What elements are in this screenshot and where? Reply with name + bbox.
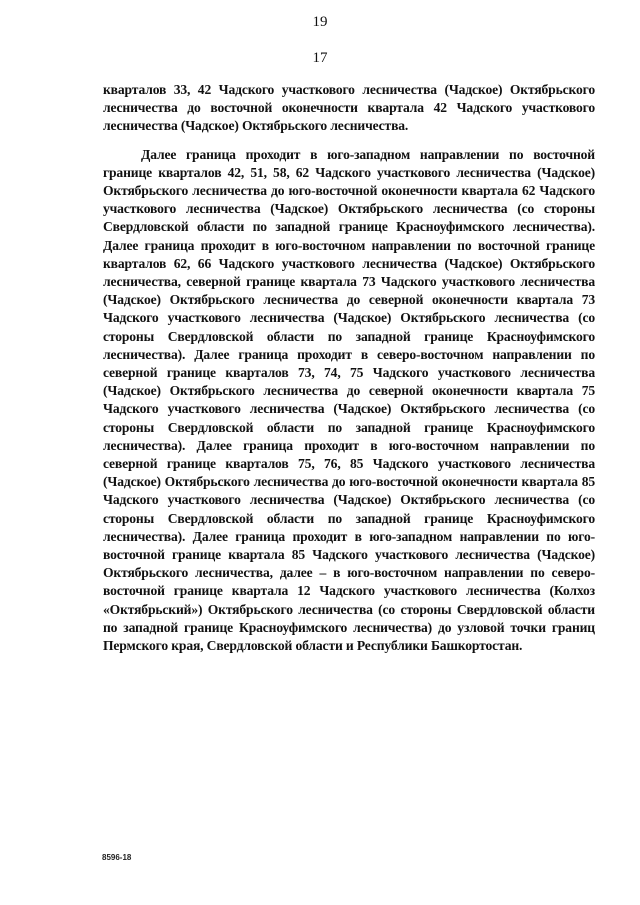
body-text: [103, 81, 595, 655]
paragraph-boundary-description: Далее граница проходит в юго-западном направлении по восточной границе кварталов 42, 51, 58, 62 Чадского участкового лесничества (Чадское) Октябрьского лесничества до юго-восточной оконечности квартала 62 Чадского участкового лесничества (Чадское) Октябрьского лесничества (со стороны Свердловской области по западной границе Красноуфимского лесничества). Далее граница проходит в юго-восточном направлении по восточной границе кварталов 62, 66 Чадского участкового лесничества (Чадское) Октябрьского лесничества, северной границе квартала 73 Чадского участкового лесничества (Чадское) Октябрьского лесничества до северной оконечности квартала 73 Чадского участкового лесничества (Чадское) Октябрьского лесничества (со стороны Свердловской области по западной границе Красноуфимского лесничества). Далее граница проходит в северо-восточном направлении по северной границе кварталов 73, 74, 75 Чадского участкового лесничества (Чадское) Октябрьского лесничества до северной оконечности квартала 75 Чадского участкового лесничества (Чадское) Октябрьского лесничества (со стороны Свердловской области по западной границе Красноуфимского лесничества). Далее граница проходит в юго-восточном направлении по северной границе кварталов 75, 76, 85 Чадского участкового лесничества (Чадское) Октябрьского лесничества до юго-восточной оконечности квартала 85 Чадского участкового лесничества (Чадское) Октябрьского лесничества (со стороны Свердловской области по западной границе Красноуфимского лесничества). Далее граница проходит в юго-западном направлении по юго-восточной границе квартала 85 Чадского участкового лесничества (Чадское) Октябрьского лесничества, далее – в юго-восточном направлении по северо-восточной границе квартала 12 Чадского участкового лесничества (Колхоз «Октябрьский») Октябрьского лесничества (со стороны Свердловской области по западной границе Красноуфимского лесничества) до узловой точки границ Пермского края, Свердловской области и Республики Башкортостан.: [103, 146, 595, 654]
paragraph-continuation: кварталов 33, 42 Чадского участкового лесничества (Чадское) Октябрьского лесничества до восточной оконечности квартала 42 Чадского участкового лесничества (Чадское) Октябрьского лесничества.: [103, 82, 595, 134]
outer-page-number: 19: [312, 14, 328, 30]
inner-page-number: 17: [312, 50, 328, 66]
document-code: 8596-18: [102, 853, 132, 862]
